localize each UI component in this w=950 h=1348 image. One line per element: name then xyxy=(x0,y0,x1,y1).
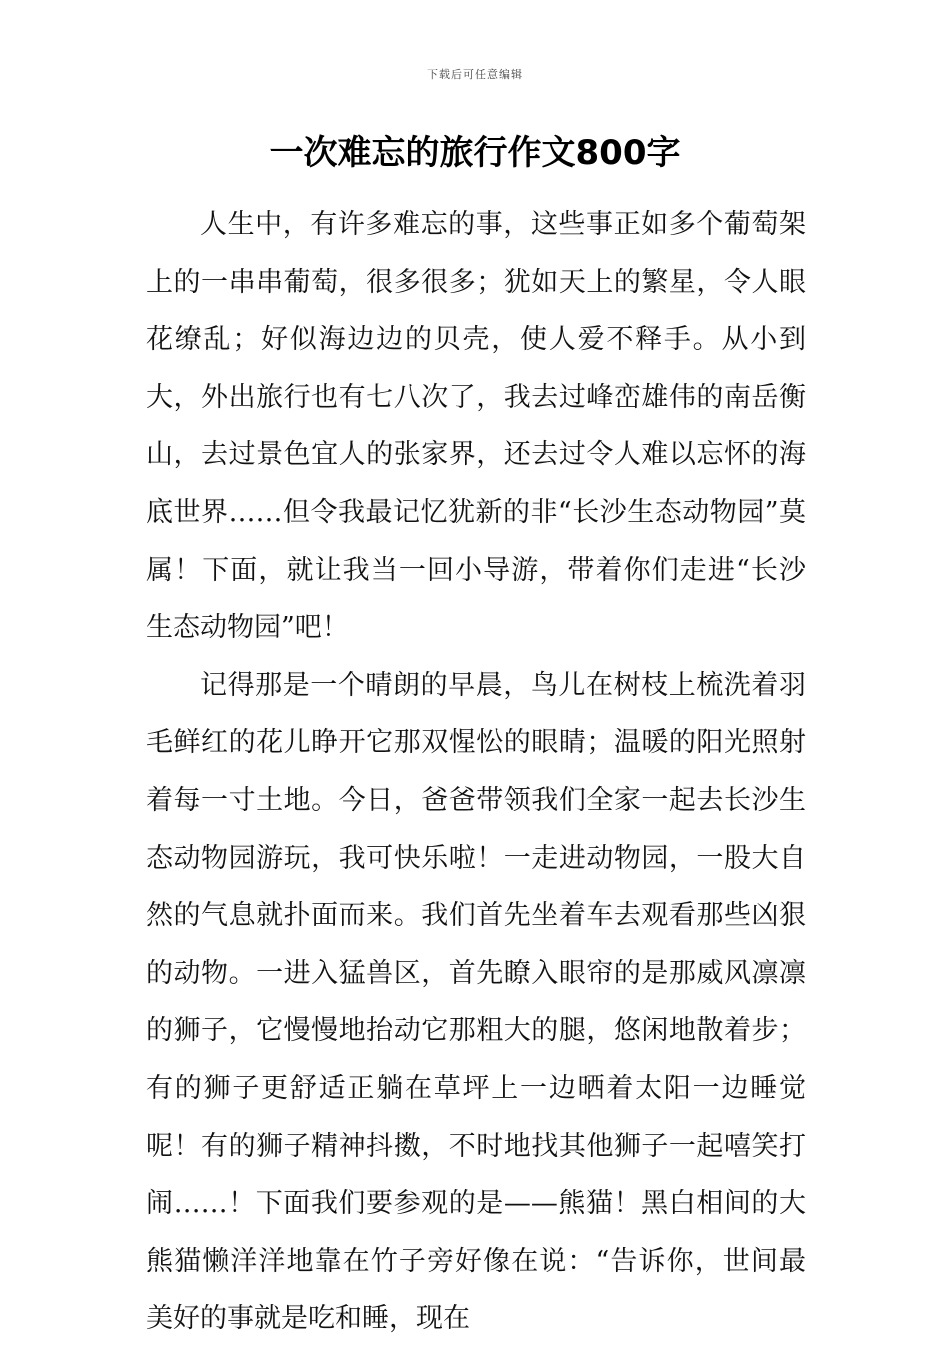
document-title: 一次难忘的旅行作文800字 xyxy=(269,133,681,173)
paragraph-1: 人生中，有许多难忘的事，这些事正如多个葡萄架上的一串串葡萄，很多很多；犹如天上的繁星，令人眼花缭乱；好似海边边的贝壳，使人爱不释手。从小到大，外出旅行也有七八次了，我去过峰峦雄伟的南岳衡山，去过景色宜人的张家界，还去过令人难以忘怀的海底世界……但令我最记忆犹新的非“长沙生态动物园”莫属！下面，就让我当一回小导游，带着你们走进“长沙生态动物园”吧！ xyxy=(146,209,806,644)
header-note: 下载后可任意编辑 xyxy=(427,68,523,81)
document-body xyxy=(146,196,806,1348)
paragraph-2: 记得那是一个晴朗的早晨，鸟儿在树枝上梳洗着羽毛鲜红的花儿睁开它那双惺忪的眼睛；温暖的阳光照射着每一寸土地。今日，爸爸带领我们全家一起去长沙生态动物园游玩，我可快乐啦！一走进动物园，一股大自然的气息就扑面而来。我们首先坐着车去观看那些凶狠的动物。一进入猛兽区，首先瞭入眼帘的是那威风凛凛的狮子，它慢慢地抬动它那粗大的腿，悠闲地散着步；有的狮子更舒适正躺在草坪上一边晒着太阳一边睡觉呢！有的狮子精神抖擞，不时地找其他狮子一起嘻笑打闹……！下面我们要参观的是——熊猫！黑白相间的大熊猫懒洋洋地靠在竹子旁好像在说：“告诉你，世间最美好的事就是吃和睡，现在 xyxy=(146,669,806,1335)
